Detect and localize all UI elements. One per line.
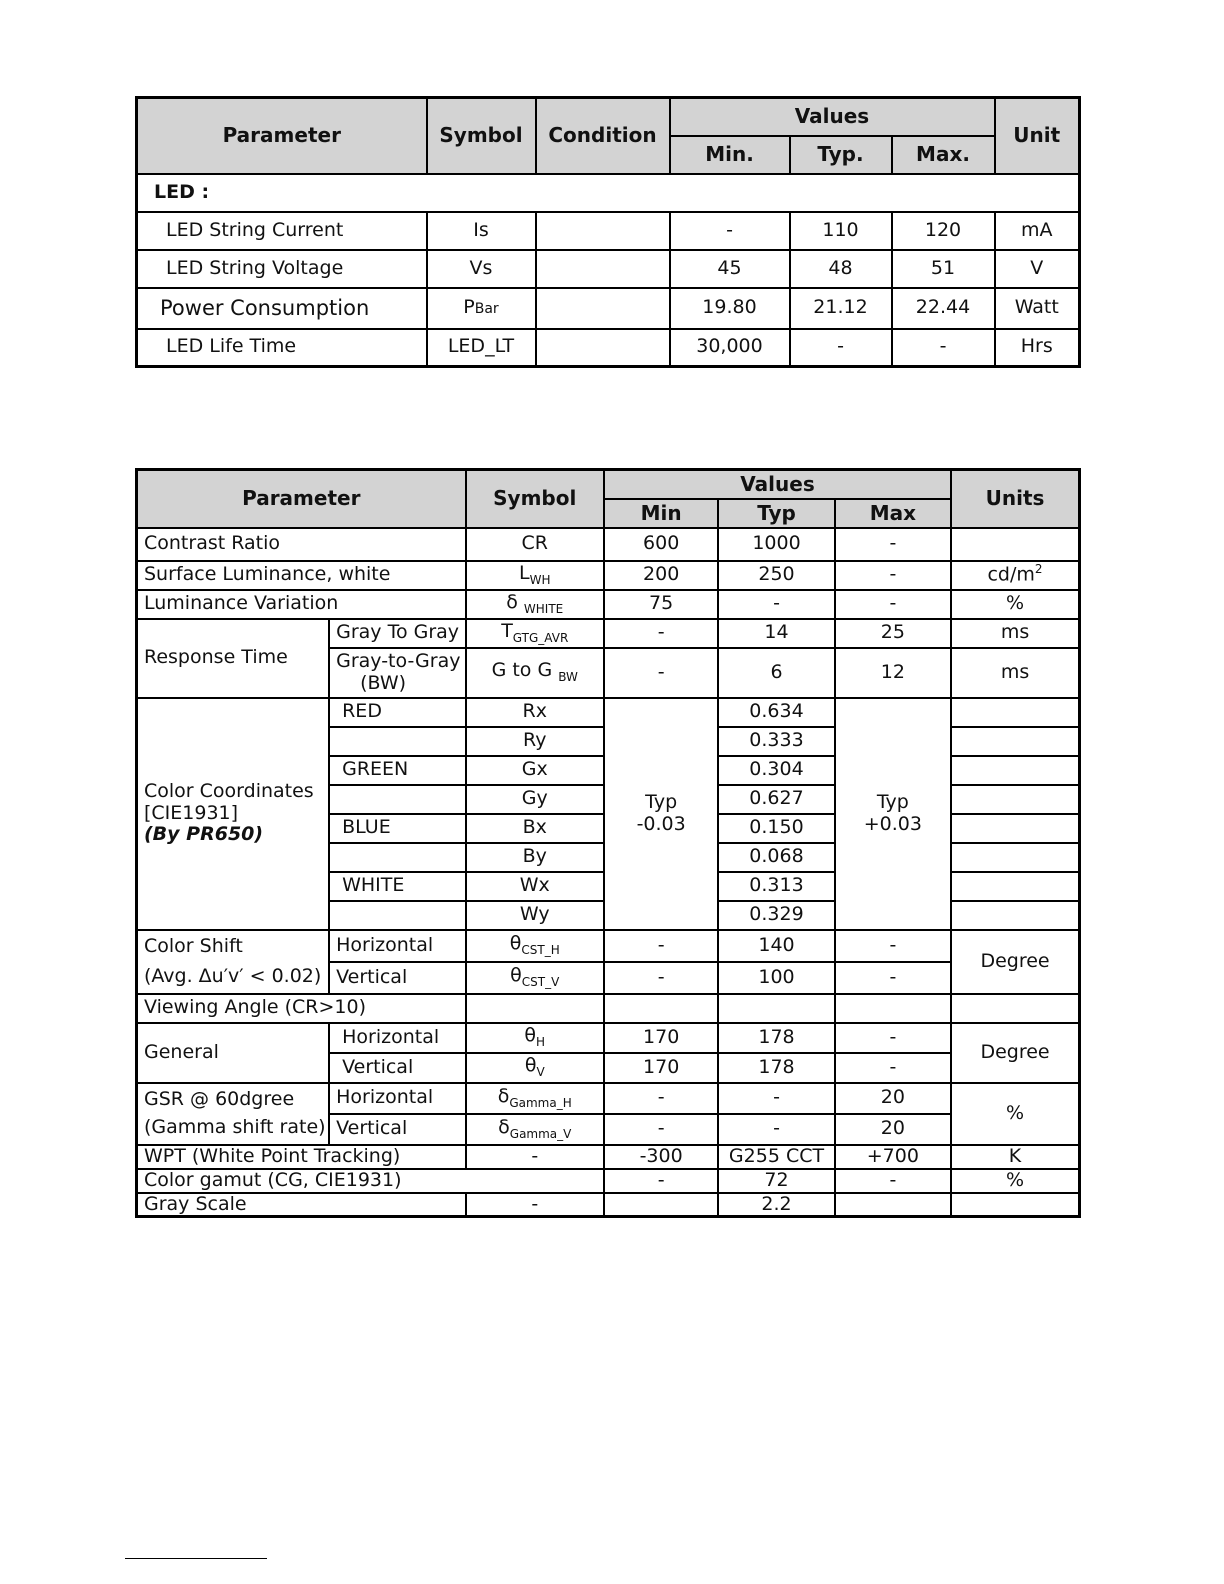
sub-param-cell: Gray-to-Gray (BW) [329, 648, 465, 698]
symbol-cell: G to G $_{BW}$ [466, 648, 604, 698]
min-cell: Typ -0.03 [604, 698, 718, 930]
typ-cell: 0.329 [718, 901, 834, 930]
table-row [137, 1193, 1080, 1217]
symbol-cell: LED_LT [427, 329, 536, 367]
table-row [137, 590, 1080, 619]
param-cell: Color Shift (Avg. Δu′v′ < 0.02) [137, 930, 330, 994]
max-cell: +700 [835, 1145, 951, 1169]
min-cell: - [604, 1114, 718, 1145]
symbol-cell: $\theta_{CST\_H}$ [466, 930, 604, 962]
optical-spec-table [135, 468, 1081, 1218]
typ-cell: 250 [718, 561, 834, 590]
unit-cell: Watt [995, 288, 1080, 329]
min-cell: 170 [604, 1023, 718, 1053]
param-cell: Gray Scale [137, 1193, 466, 1217]
unit-cell: Degree [951, 1023, 1079, 1083]
header-values: Values [604, 470, 951, 499]
typ-cell: 0.313 [718, 872, 834, 901]
typ-cell [718, 994, 834, 1023]
table-row [137, 1145, 1080, 1169]
max-cell: 51 [892, 250, 995, 288]
max-cell: - [835, 930, 951, 962]
header-unit: Unit [995, 98, 1080, 174]
max-cell: - [892, 329, 995, 367]
min-cell: 19.80 [670, 288, 790, 329]
table-row [137, 561, 1080, 590]
header-symbol: Symbol [466, 470, 604, 528]
condition-cell [536, 288, 670, 329]
max-cell: Typ +0.03 [835, 698, 951, 930]
min-cell: - [670, 212, 790, 250]
max-cell: - [835, 528, 951, 561]
led-spec-table [135, 96, 1081, 368]
max-cell: - [835, 1023, 951, 1053]
unit-cell: $cd/m^2$ [951, 561, 1079, 590]
unit-cell: % [951, 590, 1079, 619]
sub-param-cell: Gray To Gray [329, 619, 465, 648]
table-row [137, 288, 1080, 329]
param-cell: Luminance Variation [137, 590, 466, 619]
unit-cell [951, 528, 1079, 561]
max-cell [835, 1193, 951, 1217]
max-cell: - [835, 962, 951, 994]
min-cell: 45 [670, 250, 790, 288]
typ-cell: 178 [718, 1053, 834, 1083]
color-name-cell [329, 843, 465, 872]
typ-cell: 48 [790, 250, 892, 288]
typ-cell: 0.068 [718, 843, 834, 872]
header-values: Values [670, 98, 995, 136]
max-cell: - [835, 1053, 951, 1083]
symbol-cell: $\delta_{Gamma\_H}$ [466, 1083, 604, 1114]
header-max: Max [835, 499, 951, 528]
typ-cell: 14 [718, 619, 834, 648]
symbol-cell [466, 994, 604, 1023]
typ-cell: G255 CCT [718, 1145, 834, 1169]
unit-cell: % [951, 1169, 1079, 1193]
unit-cell: K [951, 1145, 1079, 1169]
header-parameter: Parameter [137, 470, 466, 528]
footnote-divider [125, 1558, 267, 1559]
table-row [137, 698, 1080, 727]
header-typ: Typ. [790, 136, 892, 174]
color-name-cell: BLUE [329, 814, 465, 843]
symbol-cell: Vs [427, 250, 536, 288]
table-row [137, 528, 1080, 561]
max-cell [835, 994, 951, 1023]
table-row [137, 930, 1080, 962]
header-min: Min. [670, 136, 790, 174]
header-min: Min [604, 499, 718, 528]
unit-cell: Degree [951, 930, 1079, 994]
max-cell: - [835, 1169, 951, 1193]
param-cell: Color gamut (CG, CIE1931) [137, 1169, 604, 1193]
param-cell: Surface Luminance, white [137, 561, 466, 590]
unit-cell [951, 727, 1079, 756]
symbol-cell: Is [427, 212, 536, 250]
symbol-cell: $\delta_{Gamma\_V}$ [466, 1114, 604, 1145]
typ-cell: 72 [718, 1169, 834, 1193]
symbol-cell: Gx [466, 756, 604, 785]
unit-cell [951, 872, 1079, 901]
typ-cell: 0.150 [718, 814, 834, 843]
direction-cell: Vertical [329, 962, 465, 994]
param-cell: LED String Current [137, 212, 427, 250]
symbol-cell: $L_{WH}$ [466, 561, 604, 590]
max-cell: 12 [835, 648, 951, 698]
unit-cell [951, 994, 1079, 1023]
condition-cell [536, 250, 670, 288]
header-condition: Condition [536, 98, 670, 174]
unit-cell: ms [951, 648, 1079, 698]
color-name-cell [329, 785, 465, 814]
typ-cell: 178 [718, 1023, 834, 1053]
color-name-cell [329, 727, 465, 756]
unit-cell [951, 785, 1079, 814]
symbol-cell: CR [466, 528, 604, 561]
color-name-cell: RED [329, 698, 465, 727]
min-cell: 30,000 [670, 329, 790, 367]
min-cell [604, 1193, 718, 1217]
direction-cell: Vertical [329, 1053, 465, 1083]
min-cell: - [604, 1083, 718, 1114]
unit-cell: % [951, 1083, 1079, 1145]
header-symbol: Symbol [427, 98, 536, 174]
typ-cell: 1000 [718, 528, 834, 561]
symbol-cell: - [466, 1193, 604, 1217]
param-cell: Power Consumption [137, 288, 427, 329]
color-name-cell: WHITE [329, 872, 465, 901]
color-name-cell [329, 901, 465, 930]
max-cell: - [835, 590, 951, 619]
unit-cell [951, 901, 1079, 930]
max-cell: 20 [835, 1114, 951, 1145]
unit-cell: ms [951, 619, 1079, 648]
table-row [137, 329, 1080, 367]
min-cell: - [604, 962, 718, 994]
min-cell: - [604, 619, 718, 648]
table-row [137, 1169, 1080, 1193]
symbol-cell: Wy [466, 901, 604, 930]
symbol-cell: Wx [466, 872, 604, 901]
direction-cell: Vertical [329, 1114, 465, 1145]
min-cell: 200 [604, 561, 718, 590]
unit-cell [951, 1193, 1079, 1217]
typ-cell: - [718, 1114, 834, 1145]
symbol-cell: $T_{GTG\_AVR}$ [466, 619, 604, 648]
max-cell: - [835, 561, 951, 590]
typ-cell: 0.304 [718, 756, 834, 785]
param-cell: Response Time [137, 619, 330, 698]
param-cell: WPT (White Point Tracking) [137, 1145, 466, 1169]
table-row [137, 1083, 1080, 1114]
typ-cell: 0.627 [718, 785, 834, 814]
max-cell: 20 [835, 1083, 951, 1114]
symbol-cell: Gy [466, 785, 604, 814]
table-row [137, 212, 1080, 250]
table-row [137, 619, 1080, 648]
typ-cell: 2.2 [718, 1193, 834, 1217]
symbol-cell: $\theta_V$ [466, 1053, 604, 1083]
header-typ: Typ [718, 499, 834, 528]
max-cell: 22.44 [892, 288, 995, 329]
symbol-cell: By [466, 843, 604, 872]
symbol-cell: PBar [427, 288, 536, 329]
condition-cell [536, 329, 670, 367]
min-cell: - [604, 1169, 718, 1193]
typ-cell: - [718, 590, 834, 619]
unit-cell [951, 698, 1079, 727]
symbol-cell: Bx [466, 814, 604, 843]
min-cell: 170 [604, 1053, 718, 1083]
symbol-cell: Rx [466, 698, 604, 727]
max-cell: 120 [892, 212, 995, 250]
header-parameter: Parameter [137, 98, 427, 174]
typ-cell: - [790, 329, 892, 367]
typ-cell: 6 [718, 648, 834, 698]
unit-cell: mA [995, 212, 1080, 250]
param-cell: Color Coordinates [CIE1931] (By PR650) [137, 698, 330, 930]
typ-cell: 21.12 [790, 288, 892, 329]
min-cell [604, 994, 718, 1023]
direction-cell: Horizontal [329, 930, 465, 962]
min-cell: - [604, 930, 718, 962]
unit-cell [951, 843, 1079, 872]
condition-cell [536, 212, 670, 250]
typ-cell: - [718, 1083, 834, 1114]
symbol-cell: $\theta_H$ [466, 1023, 604, 1053]
symbol-cell: δ $_{WHITE}$ [466, 590, 604, 619]
typ-cell: 110 [790, 212, 892, 250]
direction-cell: Horizontal [329, 1083, 465, 1114]
symbol-cell: - [466, 1145, 604, 1169]
param-cell: Viewing Angle (CR>10) [137, 994, 466, 1023]
param-cell: LED String Voltage [137, 250, 427, 288]
table-row [137, 994, 1080, 1023]
unit-cell: Hrs [995, 329, 1080, 367]
symbol-cell: $\theta_{CST\_V}$ [466, 962, 604, 994]
direction-cell: Horizontal [329, 1023, 465, 1053]
param-cell: Contrast Ratio [137, 528, 466, 561]
color-name-cell: GREEN [329, 756, 465, 785]
header-max: Max. [892, 136, 995, 174]
typ-cell: 140 [718, 930, 834, 962]
min-cell: -300 [604, 1145, 718, 1169]
min-cell: - [604, 648, 718, 698]
unit-cell [951, 756, 1079, 785]
table-row [137, 250, 1080, 288]
table-row [137, 1023, 1080, 1053]
typ-cell: 0.333 [718, 727, 834, 756]
symbol-cell: Ry [466, 727, 604, 756]
min-cell: 75 [604, 590, 718, 619]
param-cell: GSR @ 60dgree (Gamma shift rate) [137, 1083, 330, 1145]
param-cell: LED Life Time [137, 329, 427, 367]
typ-cell: 0.634 [718, 698, 834, 727]
header-units: Units [951, 470, 1079, 528]
section-led: LED : [137, 174, 1080, 212]
unit-cell: V [995, 250, 1080, 288]
max-cell: 25 [835, 619, 951, 648]
param-cell: General [137, 1023, 330, 1083]
min-cell: 600 [604, 528, 718, 561]
typ-cell: 100 [718, 962, 834, 994]
unit-cell [951, 814, 1079, 843]
